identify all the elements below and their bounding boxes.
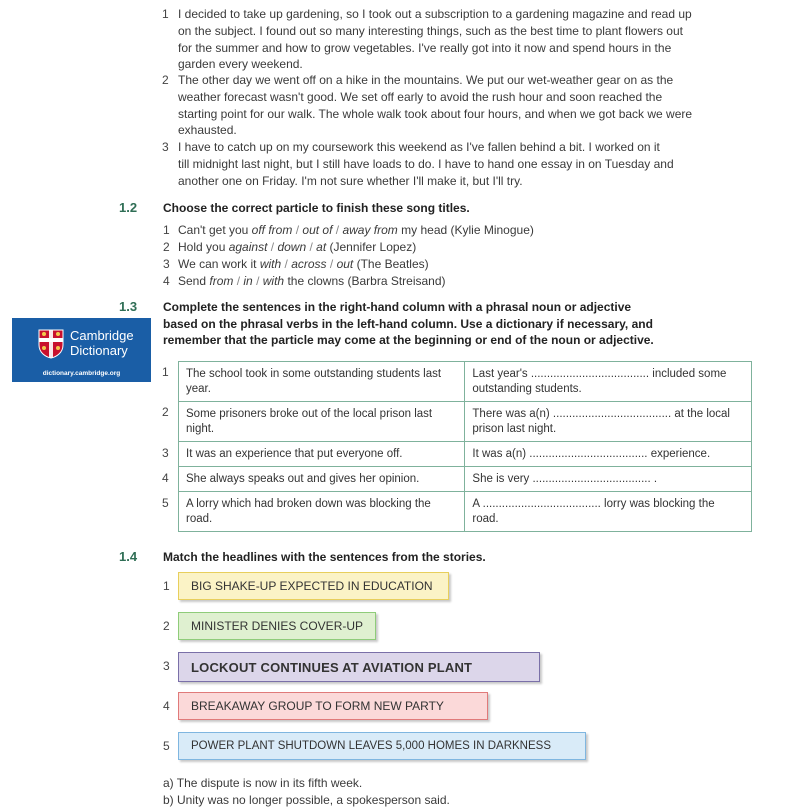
section-number: 1.2 [119,200,138,215]
song-title-item: Send from / in / with the clowns (Barbra Streisand) [178,274,446,288]
particle-option[interactable]: with [262,274,285,288]
story-sentence: b) Unity was no longer possible, a spokesperson said. [163,793,450,807]
section-instruction: Match the headlines with the sentences from the stories. [163,550,486,564]
logo-wordmark: Cambridge Dictionary [70,328,134,358]
song-title-item: Can't get you off from / out of / away from my head (Kylie Minogue) [178,223,534,237]
particle-option[interactable]: off from [251,223,293,237]
headline-box[interactable]: BREAKAWAY GROUP TO FORM NEW PARTY [178,692,488,720]
particle-option[interactable]: from [209,274,234,288]
row-number: 4 [162,471,169,485]
particle-option[interactable]: across [291,257,327,271]
logo-url: dictionary.cambridge.org [42,370,121,377]
item-number: 3 [162,140,169,154]
section-instruction: Choose the correct particle to finish these song titles. [163,201,470,215]
paragraph-2: The other day we went off on a hike in the mountains. We put our wet-weather gear on as the weather forecast wasn't good. We set off early to avoid the rush hour and soon reached the starting point for our walk. The whole walk took about four hours, and when we got back we were exhausted. [178,73,693,138]
row-number: 3 [162,446,169,460]
section-instruction: Complete the sentences in the right-hand column with a phrasal noun or adjective based on the phrasal verbs in the left-hand column. Use a dictionary if necessary, and remember that the particle may come at the beginning or end of the noun or adjective. [163,300,654,347]
particle-option[interactable]: at [316,240,327,254]
particle-option[interactable]: down [277,240,307,254]
item-number: 1 [162,7,169,21]
headline-number: 1 [163,579,170,593]
row-number: 1 [162,365,169,379]
phrasal-noun-table [178,361,752,532]
headline-box[interactable]: LOCKOUT CONTINUES AT AVIATION PLANT [178,652,540,682]
headline-number: 4 [163,699,170,713]
row-number: 5 [162,496,169,510]
table-row [179,467,752,492]
headline-box[interactable]: MINISTER DENIES COVER-UP [178,612,376,640]
headline-number: 5 [163,739,170,753]
item-number: 2 [162,73,169,87]
right-cell[interactable]: A ..................................... lorry was blocking the road. [465,492,752,532]
paragraph-3: I have to catch up on my coursework this weekend as I've fallen behind a bit. I worked on it till midnight last night, but I still have loads to do. I have to hand one essay in on Tuesday and another one on Friday. I'm not sure whether I'll make it, but I'll try. [178,140,674,188]
particle-option[interactable]: out of [302,223,333,237]
table-row [179,402,752,442]
headline-box[interactable]: BIG SHAKE-UP EXPECTED IN EDUCATION [178,572,449,600]
table-row [179,362,752,402]
left-cell: It was an experience that put everyone off. [179,442,465,467]
item-number: 4 [163,274,170,288]
right-cell[interactable]: It was a(n) ..................................... experience. [465,442,752,467]
left-cell: The school took in some outstanding students last year. [179,362,465,402]
section-number: 1.4 [119,549,138,564]
headline-box[interactable]: POWER PLANT SHUTDOWN LEAVES 5,000 HOMES IN DARKNESS [178,732,586,760]
row-number: 2 [162,405,169,419]
song-title-item: We can work it with / across / out (The Beatles) [178,257,429,271]
right-cell[interactable]: She is very ..................................... . [465,467,752,492]
headline-number: 3 [163,659,170,673]
cambridge-crest-icon [38,329,64,359]
particle-option[interactable]: with [259,257,282,271]
right-cell[interactable]: There was a(n) ..................................... at the local prison last night. [465,402,752,442]
song-title-item: Hold you against / down / at (Jennifer Lopez) [178,240,417,254]
table-row [179,492,752,532]
particle-option[interactable]: against [228,240,268,254]
item-number: 1 [163,223,170,237]
particle-option[interactable]: in [243,274,253,288]
table-row [179,442,752,467]
headline-number: 2 [163,619,170,633]
section-number: 1.3 [119,299,138,314]
item-number: 3 [163,257,170,271]
item-number: 2 [163,240,170,254]
left-cell: She always speaks out and gives her opinion. [179,467,465,492]
story-sentence: a) The dispute is now in its fifth week. [163,776,363,790]
particle-option[interactable]: away from [342,223,398,237]
right-cell[interactable]: Last year's ..................................... included some outstanding students. [465,362,752,402]
left-cell: Some prisoners broke out of the local prison last night. [179,402,465,442]
paragraph-1: I decided to take up gardening, so I took out a subscription to a gardening magazine and read up on the subject. I found out so many interesting things, such as the best time to plant flowers out for the summer and how to grow vegetables. I've really got into it now and spend hours in the garden every weekend. [178,7,692,72]
cambridge-dictionary-logo[interactable] [12,318,151,382]
particle-option[interactable]: out [336,257,354,271]
left-cell: A lorry which had broken down was blocking the road. [179,492,465,532]
